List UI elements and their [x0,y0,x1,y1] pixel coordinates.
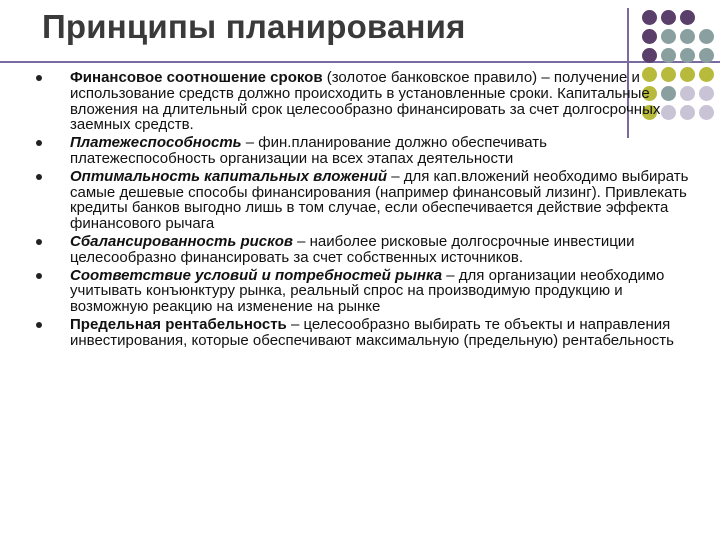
dot [680,48,695,63]
list-item [36,234,696,266]
item-text: – фин.планирование должно обеспечивать платежеспособность организации на всех этапах деятельности [70,134,547,167]
dot [699,29,714,44]
dot [661,10,676,25]
list-item [36,135,696,167]
item-text: – наиболее рисковые долгосрочные инвестиции целесообразно финансировать за счет собственных источников. [70,232,635,266]
bullet-icon [36,322,42,328]
item-term: Финансовое соотношение сроков [70,69,323,86]
dot [699,48,714,63]
bullet-icon [36,75,42,81]
slide-title: Принципы планирования [42,8,466,45]
item-text: – для организации необходимо учитывать конъюнктуру рынка, реальный спрос на производимую продукцию и возможную реакцию на изменение на рынке [70,266,665,316]
dot [699,105,714,120]
decorative-horizontal-line [0,61,720,63]
bullet-icon [36,140,42,146]
item-term: Платежеспособность [70,134,242,152]
dot [699,86,714,101]
list-item [36,317,696,349]
item-text: (золотое банковское правило) – получение и использование средств должно происходить в установленные сроки. Капитальные вложения на длительный срок целесообразно финансировать за счет долгосрочных заемных средств. [70,69,661,134]
item-term: Предельная рентабельность [70,315,287,333]
bullet-icon [36,273,42,279]
dot [699,67,714,82]
dot [642,48,657,63]
list-item [36,169,696,232]
item-term: Соответствие условий и потребностей рынка [70,266,443,284]
item-term: Оптимальность капитальных вложений [70,167,388,185]
item-term: Сбалансированность рисков [70,232,293,250]
principles-list [36,70,696,351]
item-text: – целесообразно выбирать те объекты и направления инвестирования, которые обеспечивают максимальную (предельную) рентабельность [70,315,674,349]
dot [680,29,695,44]
bullet-icon [36,239,42,245]
bullet-icon [36,174,42,180]
item-text: – для кап.вложений необходимо выбирать самые дешевые способы финансирования (например финансовый лизинг). Привлекать кредиты банков выгодно лишь в том случае, если обеспечивается действие эффекта финансового рычага [70,167,689,233]
dot [680,10,695,25]
dot [642,10,657,25]
list-item [36,268,696,315]
dot [661,48,676,63]
list-item [36,70,696,133]
dot [661,29,676,44]
dot [642,29,657,44]
